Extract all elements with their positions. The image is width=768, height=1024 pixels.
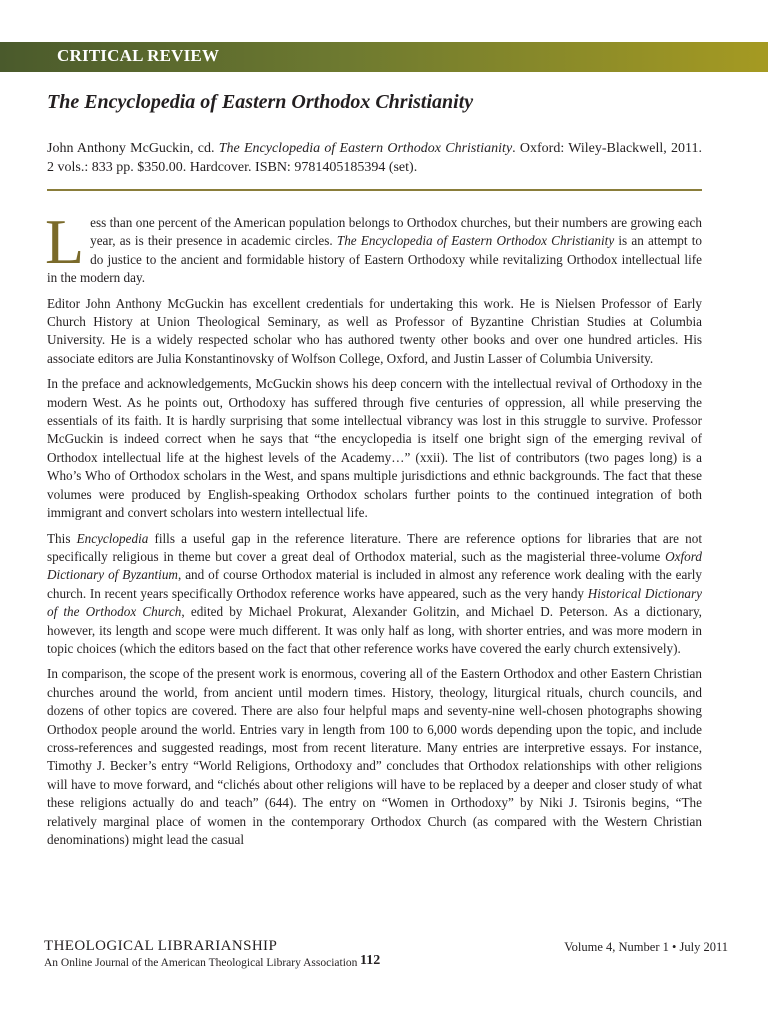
book-citation [47,139,702,177]
citation-book-title: The Encyclopedia of Eastern Orthodox Christianity [218,141,513,156]
paragraph-5: In comparison, the scope of the present work is enormous, covering all of the Eastern Orthodox and other Eastern Christian churches around the world, from ancient until modern times. History, theology, liturgical rituals, church councils, and dozens of other topics are covered. There are also four helpful maps and seventy-nine well-chosen photographs showing Orthodox people around the world. Entries vary in length from 100 to 6,000 words depending upon the topic, and include cross-references and suggested readings, most from recent literature. Many entries are interpretive essays. For instance, Timothy J. Becker’s entry “World Religions, Orthodoxy and” concludes that Orthodox relationships with other religions will have to move forward, and “clichés about other religions will have to be replaced by a deeper and closer study of what these religions actually do and teach” (644). The entry on “Women in Orthodoxy” by Niki J. Tsironis begins, “The relatively marginal place of women in the contemporary Orthodox Church (as compared with the Western Christian denominations) might lead the casual [47,666,702,847]
article-body [45,206,703,856]
citation-editor: John Anthony McGuckin, cd. [47,141,219,156]
page-number: 112 [360,953,381,968]
paragraph-3: In the preface and acknowledgements, McGuckin shows his deep concern with the intellectual revival of Orthodoxy in the modern West. As he points out, Orthodoxy has suffered through five centuries of oppression, all while preserving the essentials of its faith. It is hardly surprising that some intellectual vibrancy was lost in this struggle to survive. Professor McGuckin is indeed correct when he says that “the encyclopedia is itself one bright sign of the emerging revival of Orthodox intellectual life at the highest levels of the Academy…” (xxii). The list of contributors (two pages long) is a Who’s Who of Orthodox scholars in the West, and spans multiple jurisdictions and ethnic backgrounds. The fact that these volumes were produced by English-speaking Orthodox scholars further points to the continued integration of both immigrant and convert scholars into western intellectual life. [47,376,702,521]
journal-subtitle: An Online Journal of the American Theological Library Association [44,957,358,969]
section-label: CRITICAL REVIEW [57,46,220,65]
volume-info: Volume 4, Number 1 • July 2011 [564,940,728,954]
citation-details: . Oxford: Wiley-Blackwell, 2011. 2 vols.: 833 pp. $350.00. Hardcover. ISBN: 9781405185394 (set). [47,141,703,175]
review-title: The Encyclopedia of Eastern Orthodox Christianity [47,91,474,113]
drop-cap: L [45,206,85,277]
paragraph-1: Less than one percent of the American population belongs to Orthodox churches, but their numbers are growing each year, as is their presence in academic circles. The Encyclopedia of Eastern Orthodox Christianity is an attempt to do justice to the ancient and formidable history of Eastern Orthodoxy while revitalizing Orthodox intellectual life in the modern day. [45,206,702,286]
paragraph-4: This Encyclopedia fills a useful gap in the reference literature. There are reference options for libraries that are not specifically religious in theme but cover a great deal of Orthodox material, such as the magisterial three-volume Oxford Dictionary of Byzantium, and of course Orthodox material is included in almost any reference work dealing with the early church. In recent years specifically Orthodox reference works have appeared, such as the very handy Historical Dictionary of the Orthodox Church, edited by Michael Prokurat, Alexander Golitzin, and Michael D. Peterson. As a dictionary, however, its length and scope were much different. It was only half as long, with shorter entries, and was more modern in topic choices (which the editors based on the fact that other reference works have covered the early church extensively). [47,530,703,656]
paragraph-2: Editor John Anthony McGuckin has excellent credentials for undertaking this work. He is Nielsen Professor of Early Church History at Union Theological Seminary, as well as Professor of Byzantine Christian Studies at Columbia University. He is a widely respected scholar who has authored twenty other books and over one hundred articles. His associate editors are Julia Konstantinovsky of Wolfson College, Oxford, and Justin Lasser of Columbia University. [47,295,702,366]
section-divider [47,189,702,191]
journal-name: THEOLOGICAL LIBRARIANSHIP [44,938,278,954]
section-banner [0,42,768,72]
